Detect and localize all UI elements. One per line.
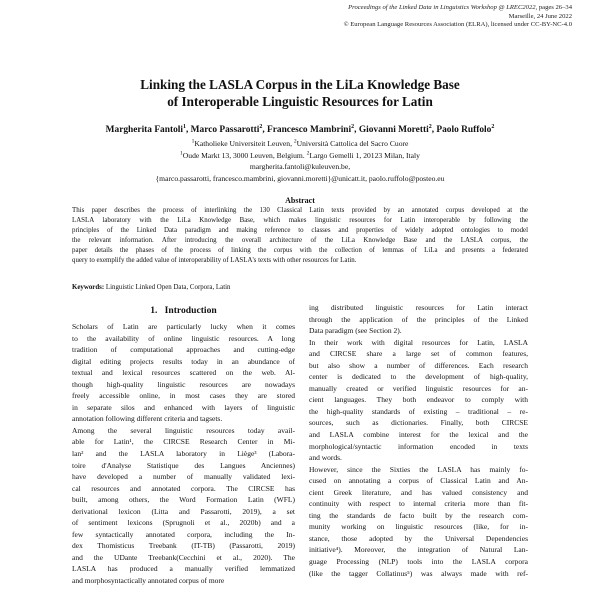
title-line-1: Linking the LASLA Corpus in the LiLa Knowledge Base bbox=[140, 77, 460, 92]
abstract-line: This paper describes the process of interlinking the 130 Classical Latin texts provided by an annotated corpus developed at the bbox=[72, 207, 528, 214]
body-text-line: few syntactically annotated corpora, including the In- bbox=[72, 529, 295, 539]
venue: Proceedings of the Linked Data in Linguistics Workshop @ LREC2022 bbox=[348, 4, 536, 11]
body-text-line: have developed a number of manually validated lexi- bbox=[72, 472, 295, 482]
title-line-2: of Interoperable Linguistic Resources for Latin bbox=[167, 94, 433, 109]
body-text-line: tradition of computational approaches and cutting-edge bbox=[72, 345, 295, 355]
body-text-line: to the availability of online linguistic resources. A long bbox=[72, 333, 295, 343]
body-text-line: toire d'Analyse Statistique des Langues Anciennes) bbox=[72, 460, 295, 470]
body-text-line: continuity with respect to internal criteria more than fit- bbox=[309, 499, 528, 509]
body-text-line: built, among others, the Word Formation Latin (WFL) bbox=[72, 495, 295, 505]
keywords bbox=[72, 283, 528, 293]
body-text-line: cient languages. They both endeavor to comply with bbox=[309, 395, 528, 405]
email-line-2: {marco.passarotti, francesco.mambrini, giovanni.moretti}@unicatt.it, paolo.ruffolo@posteo.eu bbox=[155, 173, 445, 183]
body-text-line: munity working on linguistic resources (like, for in- bbox=[309, 522, 528, 532]
pages: , pages 26–34 bbox=[535, 4, 572, 11]
section-heading-introduction bbox=[72, 305, 295, 317]
body-text-line: stance, those adopted by the Universal Dependencies bbox=[309, 533, 528, 543]
paper-title bbox=[0, 76, 600, 110]
right-column bbox=[309, 302, 528, 579]
body-text-line: center is dedicated to the development of high-quality, bbox=[309, 372, 528, 382]
body-text-line: and words. bbox=[309, 453, 342, 463]
body-text-line: but also show a number of differences. Each research bbox=[309, 360, 528, 370]
body-text-line: of sentiment lexicons (Sprugnoli et al., 2020b) and a bbox=[72, 518, 295, 528]
affiliation-1: Katholieke Universiteit Leuven, bbox=[194, 139, 294, 148]
body-text-line: and LASLA combine interest for the lexical and the bbox=[309, 430, 528, 440]
author-list: Margherita Fantoli$^1$, Marco Passarotti$^2$, Francesco Mambrini$^2$, Giovanni Moretti$^2$, Paolo Ruffolo$^2$ bbox=[105, 123, 495, 135]
body-text-line: cused on annotating a corpus of Classical Latin and An- bbox=[309, 476, 528, 486]
body-text-line: initiative⁴). Moreover, the integration of Natural Lan- bbox=[309, 545, 528, 555]
body-text-line: cient Greek literature, and has valued consistency and bbox=[309, 487, 528, 497]
address-1: Oude Markt 13, 3000 Leuven, Belgium. bbox=[182, 150, 307, 160]
body-text-line: (like the tagger Collatinus⁵) was always made with ref- bbox=[309, 568, 528, 578]
abstract-body bbox=[72, 206, 528, 267]
body-text-line: LASLA has produced a manually verified lemmatized bbox=[72, 564, 295, 574]
body-text-line: in separate silos and enhanced with layers of linguistic bbox=[72, 402, 295, 412]
aff-sup: 2 bbox=[293, 138, 297, 145]
location-date: Marseille, 24 June 2022 bbox=[508, 12, 572, 20]
body-text-line: In their work with digital resources for Latin, LASLA bbox=[309, 337, 528, 347]
keywords-label: Keywords: bbox=[72, 284, 105, 291]
body-text-line: the high-quality standards of existing – traditional – re- bbox=[309, 406, 528, 416]
body-text-line: textual and lexical resources scattered on the web. Al- bbox=[72, 368, 295, 378]
abstract-line: the relevant information. After introducing the overall architecture of the LiLa Knowledge Base and the LASLA corpus, the bbox=[72, 237, 528, 245]
abstract-line: principles of the Linked Data paradigm and making reference to classes and properties of widely adopted ontologies to model bbox=[72, 227, 528, 235]
body-text-line: through the application of the principles of the Linked bbox=[309, 314, 528, 324]
abstract-heading: Abstract bbox=[285, 196, 315, 205]
aff-sup: 1 bbox=[180, 150, 183, 157]
body-text-line: sources, such as dictionaries. Finally, both CIRCSE bbox=[309, 418, 528, 428]
body-text-line: guage Processing (NLP) tools into the LASLA corpora bbox=[309, 557, 528, 567]
author-sup: 2 bbox=[259, 123, 263, 130]
body-text-line: ing distributed linguistic resources for Latin interact bbox=[309, 303, 528, 312]
author: Paolo Ruffolo bbox=[436, 125, 492, 135]
body-text-line: Data paradigm (see Section 2). bbox=[309, 326, 402, 336]
author: Giovanni Moretti bbox=[358, 125, 429, 135]
body-text-line: ting the standards de facto built by the research com- bbox=[309, 510, 528, 520]
body-text-line: able for Latin¹, the CIRCSE Research Center in Mi- bbox=[72, 437, 295, 447]
body-text-line: digital editing projects results today in an abundance of bbox=[72, 356, 295, 366]
running-header bbox=[344, 4, 572, 30]
body-text-line: and CIRCSE share a large set of common features, bbox=[309, 349, 528, 359]
affiliations bbox=[0, 138, 600, 184]
section-number: 1. bbox=[150, 305, 158, 316]
body-text-line: annotation following different criteria and tagsets. bbox=[72, 414, 223, 424]
abstract-line: query to exemplify the added value of interoperability of LASLA's texts with other resources for Latin. bbox=[72, 257, 357, 265]
body-text-line: dex Thomisticus Treebank (IT-TB) (Passarotti, 2019) bbox=[72, 541, 295, 551]
body-text-line: and morphosyntactically annotated corpus of more bbox=[72, 576, 225, 586]
aff-sup: 1 bbox=[191, 138, 195, 145]
author-sup: 1 bbox=[182, 123, 186, 130]
body-text-line: Among the several linguistic resources today avail- bbox=[72, 425, 295, 435]
body-text-line: However, since the Sixties the LASLA has mainly fo- bbox=[309, 464, 528, 474]
body-text-line: and the UDante Treebank(Cecchini et al., 2020). The bbox=[72, 552, 295, 562]
body-text-line: derivational lexicon (Litta and Passarotti, 2019), a set bbox=[72, 506, 295, 516]
address-2: Largo Gemelli 1, 20123 Milan, Italy bbox=[309, 150, 420, 160]
body-text-line: freely accessible online, in most cases they are stored bbox=[72, 391, 295, 401]
author-sup: 2 bbox=[351, 123, 355, 130]
author-sup: 2 bbox=[491, 123, 495, 130]
abstract-line: LASLA laboratory with the LiLa Knowledge Base, which makes linguistic resources for Latin interoperable by following the bbox=[72, 217, 528, 225]
body-text-line: though high-quality linguistic resources are nowadays bbox=[72, 379, 295, 389]
aff-sup: 2 bbox=[306, 150, 310, 157]
author: Margherita Fantoli bbox=[105, 125, 183, 135]
body-text-line: lan² and the LASLA laboratory in Liège³ (Labora- bbox=[72, 449, 295, 459]
body-text-line: cal resources and annotated corpora. The CIRCSE has bbox=[72, 483, 295, 493]
author: Marco Passarotti bbox=[190, 125, 260, 135]
license: © European Language Resources Association (ELRA), licensed under CC-BY-NC-4.0 bbox=[343, 21, 572, 29]
email-line-1: margherita.fantoli@kuleuven.be, bbox=[249, 162, 351, 172]
keywords-text: Linguistic Linked Open Data, Corpora, Latin bbox=[105, 284, 231, 291]
body-text-line: Scholars of Latin are particularly lucky when it comes bbox=[72, 322, 295, 331]
left-column bbox=[72, 321, 295, 587]
affiliation-2: Università Cattolica del Sacro Cuore bbox=[296, 139, 409, 148]
body-text-line: morphological/syntactic information encoded in texts bbox=[309, 441, 528, 451]
author: Francesco Mambrini bbox=[267, 125, 352, 135]
section-title: Introduction bbox=[164, 305, 217, 316]
abstract-line: paper details the phases of the process of linking the corpus with the collection of lemmas of LiLa and presents a federated bbox=[72, 247, 528, 255]
author-sup: 2 bbox=[428, 123, 432, 130]
body-text-line: manually created or verified linguistic resources for an- bbox=[309, 383, 528, 393]
